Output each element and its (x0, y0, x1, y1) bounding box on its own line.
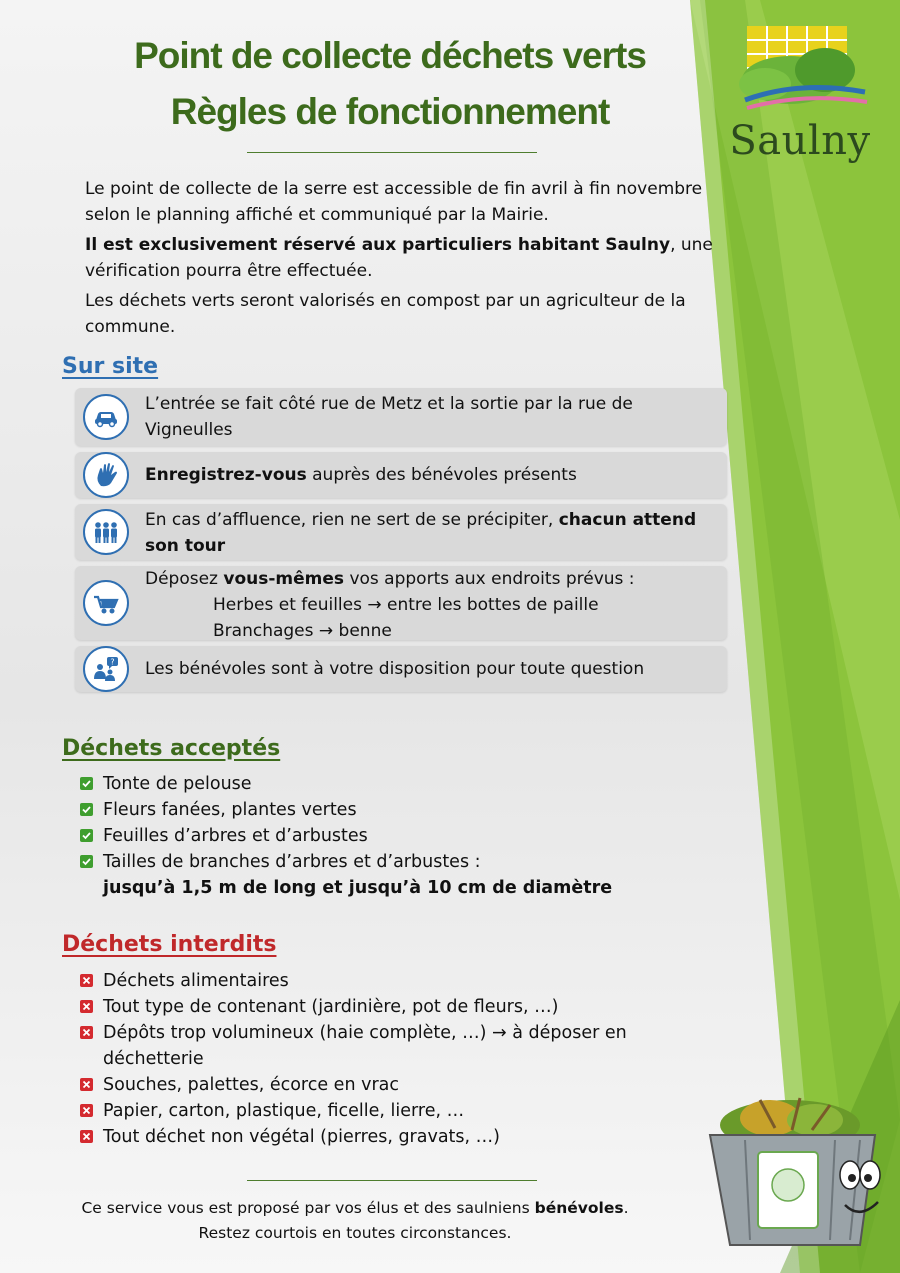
intro-text (85, 176, 725, 344)
check-icon (80, 777, 93, 790)
list-item: Tonte de pelouse (80, 771, 720, 797)
svg-text:?: ? (110, 657, 115, 667)
page-title-line2: Règles de fonctionnement (170, 91, 610, 132)
site-text-help: Les bénévoles sont à votre disposition pour toute question (145, 659, 645, 679)
saulny-logo (725, 22, 875, 167)
cross-icon (80, 1000, 93, 1013)
site-item-entry (75, 388, 727, 446)
people-queue-icon (83, 509, 129, 555)
site-text-register: Enregistrez-vous auprès des bénévoles présents (145, 465, 577, 485)
help-person-icon (83, 646, 129, 692)
list-item: Déchets alimentaires (80, 968, 720, 994)
wheelbarrow-icon (83, 580, 129, 626)
intro-paragraph-3: Les déchets verts seront valorisés en compost par un agriculteur de la commune. (85, 291, 686, 337)
site-text-deposit: Déposez vous-mêmes vos apports aux endroits prévus : Herbes et feuilles → entre les bottes de paille Branchages → benne (145, 566, 717, 644)
intro-paragraph-2: Il est exclusivement réservé aux particuliers habitant Saulny, une vérification pourra être effectuée. (85, 235, 713, 281)
site-item-register (75, 452, 727, 498)
branch-size-limit: jusqu’à 1,5 m de long et jusqu’à 10 cm de diamètre (103, 878, 613, 898)
footer-line-2: Restez courtois en toutes circonstances. (198, 1224, 512, 1242)
title-divider (247, 152, 537, 153)
list-item: Tout type de contenant (jardinière, pot de fleurs, …) (80, 994, 720, 1020)
deposit-branches-line: Branchages → benne (213, 621, 392, 641)
deposit-herbs-line: Herbes et feuilles → entre les bottes de paille (213, 595, 599, 615)
footer-line-1: Ce service vous est proposé par vos élus et des saulniens bénévoles. (81, 1199, 629, 1217)
cross-icon (80, 1078, 93, 1091)
list-item: Feuilles d’arbres et d’arbustes (80, 823, 720, 849)
cross-icon (80, 1130, 93, 1143)
list-item: Souches, palettes, écorce en vrac (80, 1072, 720, 1098)
list-item: Fleurs fanées, plantes vertes (80, 797, 720, 823)
saulny-logo-graphic (725, 22, 875, 132)
forbidden-list (80, 968, 720, 1150)
check-icon (80, 829, 93, 842)
site-item-deposit (75, 566, 727, 640)
accepted-list (80, 771, 720, 901)
green-waste-bin-illustration (700, 1080, 890, 1260)
site-item-queue (75, 504, 727, 560)
footer-text (40, 1196, 670, 1246)
page-title-line1: Point de collecte déchets verts (134, 35, 646, 76)
footer-divider (247, 1180, 537, 1181)
intro-paragraph-1: Le point de collecte de la serre est accessible de fin avril à fin novembre selon le planning affiché et communiqué par la Mairie. (85, 179, 703, 225)
cross-icon (80, 974, 93, 987)
section-title-sur-site: Sur site (62, 354, 159, 379)
car-icon (83, 394, 129, 440)
check-icon (80, 803, 93, 816)
site-text-queue: En cas d’affluence, rien ne sert de se précipiter, chacun attend son tour (145, 510, 697, 556)
check-icon (80, 855, 93, 868)
hand-wave-icon (83, 452, 129, 498)
list-item: Dépôts trop volumineux (haie complète, …) → à déposer en déchetterie (80, 1020, 720, 1072)
section-title-accepted: Déchets acceptés (62, 736, 281, 761)
site-text-entry: L’entrée se fait côté rue de Metz et la sortie par la rue de Vigneulles (145, 394, 633, 440)
section-title-forbidden: Déchets interdits (62, 932, 277, 957)
site-item-help (75, 646, 727, 692)
cross-icon (80, 1026, 93, 1039)
logo-text: Saulny (729, 118, 871, 164)
list-item: Tailles de branches d’arbres et d’arbustes : jusqu’à 1,5 m de long et jusqu’à 10 cm de diamètre (80, 849, 720, 901)
list-item: Tout déchet non végétal (pierres, gravats, …) (80, 1124, 720, 1150)
cross-icon (80, 1104, 93, 1117)
list-item: Papier, carton, plastique, ficelle, lierre, … (80, 1098, 720, 1124)
intro-residents-only: Il est exclusivement réservé aux particuliers habitant Saulny (85, 235, 671, 255)
